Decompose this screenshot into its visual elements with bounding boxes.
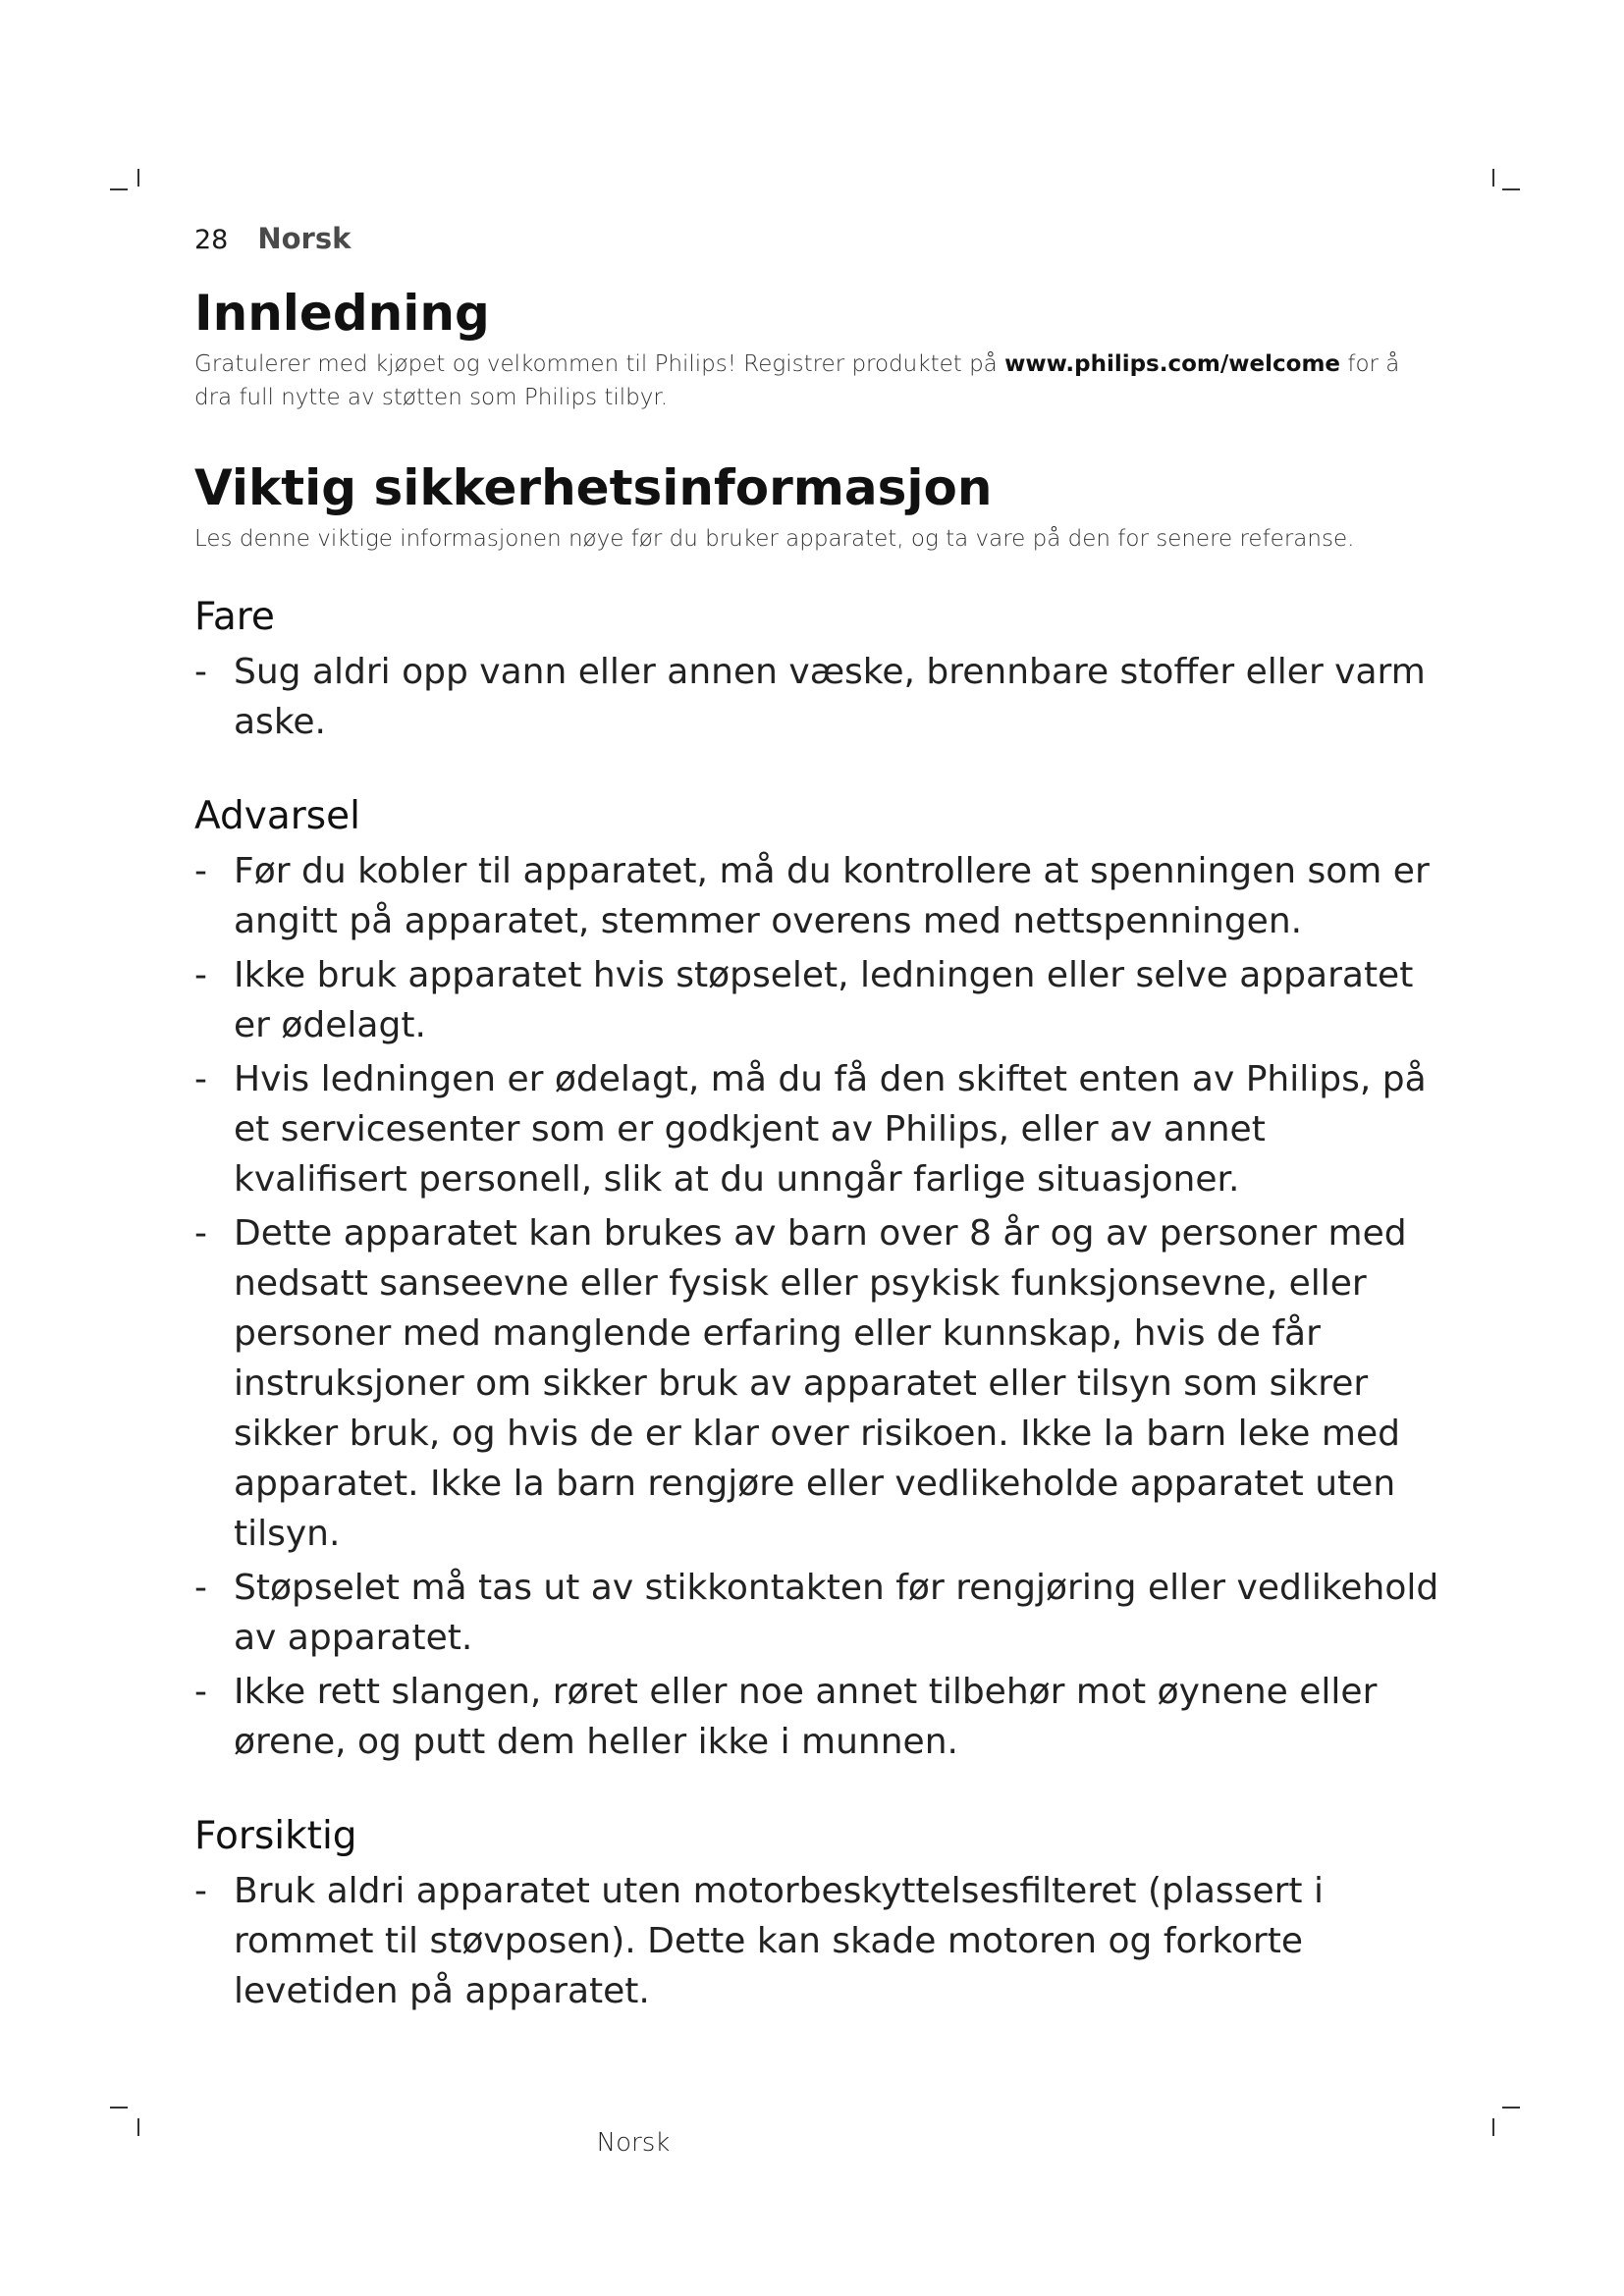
intro-text-end: for å dra full nytte av støtten som Philips tilbyr.	[194, 351, 1400, 410]
list-item-text: Ikke bruk apparatet hvis støpselet, ledningen eller selve apparatet er ødelagt.	[234, 955, 1414, 1045]
language-label: Norsk	[257, 222, 352, 255]
page-header	[194, 222, 1441, 255]
dash-bullet: -	[194, 1568, 207, 1608]
crop-mark	[1492, 2118, 1494, 2136]
forsiktig-section	[194, 1814, 1441, 2016]
intro-title: Innledning	[194, 285, 490, 342]
crop-mark	[110, 188, 128, 190]
dash-bullet: -	[194, 1213, 207, 1254]
advarsel-heading: Advarsel	[194, 794, 360, 838]
list-item-text: Bruk aldri apparatet uten motorbeskyttelsesfilteret (plassert i rommet til støvposen). Dette kan skade motoren og forkorte levetiden på apparatet.	[234, 1871, 1324, 2011]
list-item	[194, 846, 1441, 946]
forsiktig-list	[194, 1866, 1441, 2016]
advarsel-section	[194, 794, 1441, 1767]
fare-section	[194, 595, 1441, 747]
page-footer: Norsk	[596, 2128, 671, 2158]
dash-bullet: -	[194, 1059, 207, 1099]
intro-text	[194, 347, 1441, 414]
fare-list	[194, 647, 1441, 747]
crop-mark	[110, 2107, 128, 2109]
fare-heading: Fare	[194, 595, 275, 639]
intro-text-start: Gratulerer med kjøpet og velkommen til Philips! Registrer produktet på	[194, 351, 1005, 377]
list-item-text: Støpselet må tas ut av stikkontakten før rengjøring eller vedlikehold av apparatet.	[234, 1568, 1439, 1658]
list-item	[194, 1208, 1441, 1559]
dash-bullet: -	[194, 652, 207, 692]
page-number: 28	[194, 225, 229, 255]
advarsel-list	[194, 846, 1441, 1767]
list-item-text: Før du kobler til apparatet, må du kontrollere at spenningen som er angitt på apparatet, stemmer overens med nettspenningen.	[234, 851, 1430, 941]
crop-mark	[1502, 188, 1520, 190]
welcome-link[interactable]: www.philips.com/welcome	[1004, 351, 1341, 377]
list-item	[194, 1667, 1441, 1767]
dash-bullet: -	[194, 1871, 207, 1911]
dash-bullet: -	[194, 851, 207, 891]
list-item	[194, 1563, 1441, 1663]
list-item-text: Hvis ledningen er ødelagt, må du få den skiftet enten av Philips, på et servicesenter som er godkjent av Philips, eller av annet kvalifisert personell, slik at du unngår farlige situasjoner.	[234, 1059, 1427, 1200]
safety-section	[194, 459, 1441, 556]
list-item-text: Ikke rett slangen, røret eller noe annet tilbehør mot øynene eller ørene, og putt dem heller ikke i munnen.	[234, 1672, 1378, 1762]
dash-bullet: -	[194, 1672, 207, 1712]
crop-mark	[1492, 169, 1494, 187]
list-item	[194, 647, 1441, 747]
safety-title: Viktig sikkerhetsinformasjon	[194, 459, 993, 516]
list-item	[194, 1054, 1441, 1204]
list-item	[194, 1866, 1441, 2016]
list-item	[194, 950, 1441, 1050]
page-content	[194, 222, 1441, 2020]
crop-mark	[1502, 2107, 1520, 2109]
safety-subtitle: Les denne viktige informasjonen nøye før du bruker apparatet, og ta vare på den for senere referanse.	[194, 526, 1355, 552]
forsiktig-heading: Forsiktig	[194, 1814, 357, 1858]
list-item-text: Sug aldri opp vann eller annen væske, brennbare stoffer eller varm aske.	[234, 652, 1426, 742]
dash-bullet: -	[194, 955, 207, 995]
list-item-text: Dette apparatet kan brukes av barn over 8 år og av personer med nedsatt sanseevne eller fysisk eller psykisk funksjonsevne, eller personer med manglende erfaring eller kunnskap, hvis de får instruksjoner om sikker bruk av apparatet eller tilsyn som sikrer sikker bruk, og hvis de er klar over risikoen. Ikke la barn leke med apparatet. Ikke la barn rengjøre eller vedlikeholde apparatet uten tilsyn.	[234, 1213, 1407, 1554]
crop-mark	[137, 169, 139, 187]
